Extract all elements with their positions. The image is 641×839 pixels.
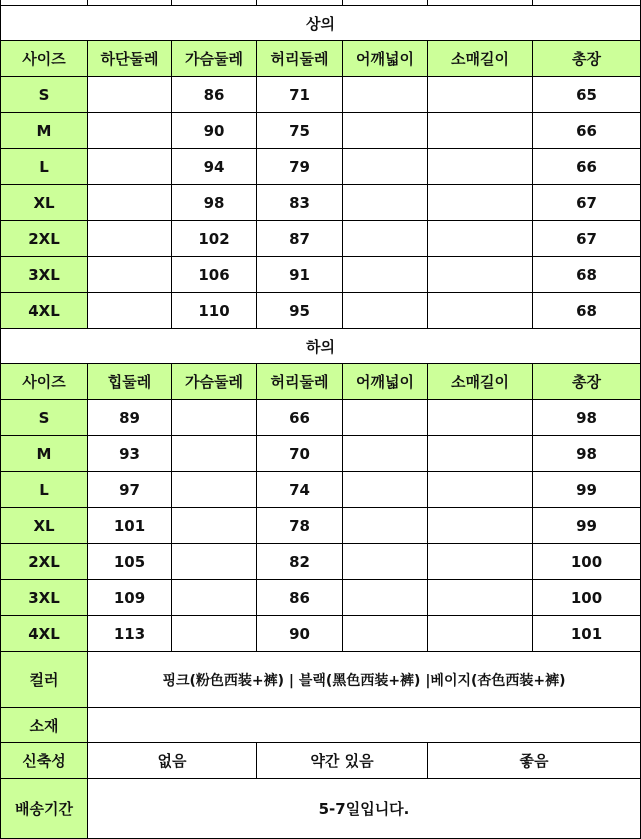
bottom-value-cell: 90 <box>257 616 343 652</box>
bottom-value-cell <box>428 616 533 652</box>
top-value-cell: 67 <box>533 185 641 221</box>
bottom-header-cell: 가슴둘레 <box>172 364 257 400</box>
stretch-row <box>1 743 641 779</box>
top-value-cell <box>88 149 172 185</box>
bottom-value-cell: 97 <box>88 472 172 508</box>
bottom-title-row <box>1 329 641 364</box>
top-value-cell <box>88 293 172 329</box>
top-size-label: M <box>1 113 88 149</box>
table-row <box>1 185 641 221</box>
table-row <box>1 616 641 652</box>
top-value-cell: 66 <box>533 149 641 185</box>
bottom-size-label: 2XL <box>1 544 88 580</box>
top-header-cell: 가슴둘레 <box>172 41 257 77</box>
bottom-value-cell <box>172 400 257 436</box>
top-value-cell: 110 <box>172 293 257 329</box>
stretch-option-none: 없음 <box>88 743 257 779</box>
top-value-cell <box>88 257 172 293</box>
bottom-header-cell: 총장 <box>533 364 641 400</box>
bottom-value-cell <box>343 580 428 616</box>
material-value <box>88 708 641 743</box>
bottom-value-cell <box>172 544 257 580</box>
top-header-row <box>1 41 641 77</box>
top-value-cell <box>343 257 428 293</box>
bottom-value-cell: 105 <box>88 544 172 580</box>
table-row <box>1 400 641 436</box>
top-value-cell <box>428 185 533 221</box>
bottom-value-cell <box>428 580 533 616</box>
table-row <box>1 113 641 149</box>
top-value-cell: 75 <box>257 113 343 149</box>
bottom-value-cell: 101 <box>533 616 641 652</box>
color-row <box>1 652 641 708</box>
top-size-label: 3XL <box>1 257 88 293</box>
table-row <box>1 221 641 257</box>
top-value-cell: 83 <box>257 185 343 221</box>
shipping-label: 배송기간 <box>1 779 88 839</box>
stretch-option-good: 좋음 <box>428 743 641 779</box>
top-value-cell: 90 <box>172 113 257 149</box>
table-row <box>1 293 641 329</box>
bottom-value-cell: 82 <box>257 544 343 580</box>
bottom-value-cell: 99 <box>533 508 641 544</box>
bottom-header-cell: 소매길이 <box>428 364 533 400</box>
color-value: 핑크(粉色西装+裤) | 블랙(黑色西装+裤) |베이지(杏色西装+裤) <box>88 652 641 708</box>
bottom-value-cell: 93 <box>88 436 172 472</box>
bottom-value-cell <box>343 544 428 580</box>
top-header-cell: 허리둘레 <box>257 41 343 77</box>
top-value-cell <box>343 221 428 257</box>
top-size-label: 4XL <box>1 293 88 329</box>
stretch-option-slight: 약간 있음 <box>257 743 428 779</box>
stretch-label: 신축성 <box>1 743 88 779</box>
top-header-cell: 사이즈 <box>1 41 88 77</box>
top-size-label: XL <box>1 185 88 221</box>
bottom-value-cell <box>172 508 257 544</box>
bottom-value-cell: 78 <box>257 508 343 544</box>
top-value-cell: 87 <box>257 221 343 257</box>
bottom-value-cell: 100 <box>533 580 641 616</box>
top-value-cell: 68 <box>533 257 641 293</box>
top-header-cell: 어깨넓이 <box>343 41 428 77</box>
bottom-value-cell <box>343 472 428 508</box>
top-value-cell: 102 <box>172 221 257 257</box>
bottom-title: 하의 <box>1 329 641 364</box>
material-row <box>1 708 641 743</box>
bottom-value-cell <box>172 436 257 472</box>
top-value-cell: 86 <box>172 77 257 113</box>
top-title-row <box>1 6 641 41</box>
bottom-value-cell <box>343 616 428 652</box>
top-value-cell: 71 <box>257 77 343 113</box>
bottom-value-cell: 99 <box>533 472 641 508</box>
shipping-row <box>1 779 641 839</box>
bottom-header-row <box>1 364 641 400</box>
bottom-value-cell: 109 <box>88 580 172 616</box>
table-row <box>1 436 641 472</box>
top-value-cell <box>343 149 428 185</box>
top-value-cell <box>343 185 428 221</box>
top-value-cell: 66 <box>533 113 641 149</box>
top-value-cell <box>428 113 533 149</box>
bottom-value-cell: 74 <box>257 472 343 508</box>
top-value-cell: 67 <box>533 221 641 257</box>
bottom-value-cell: 101 <box>88 508 172 544</box>
bottom-value-cell: 98 <box>533 400 641 436</box>
top-size-label: L <box>1 149 88 185</box>
table-row <box>1 257 641 293</box>
top-header-cell: 총장 <box>533 41 641 77</box>
bottom-value-cell: 89 <box>88 400 172 436</box>
top-value-cell <box>88 113 172 149</box>
top-value-cell <box>428 257 533 293</box>
bottom-value-cell <box>343 508 428 544</box>
top-value-cell <box>428 77 533 113</box>
top-value-cell: 68 <box>533 293 641 329</box>
bottom-value-cell <box>428 436 533 472</box>
bottom-value-cell <box>172 580 257 616</box>
top-value-cell <box>343 113 428 149</box>
top-value-cell: 94 <box>172 149 257 185</box>
bottom-header-cell: 어깨넓이 <box>343 364 428 400</box>
top-value-cell <box>428 293 533 329</box>
top-header-cell: 하단둘레 <box>88 41 172 77</box>
bottom-header-cell: 허리둘레 <box>257 364 343 400</box>
top-value-cell <box>343 77 428 113</box>
top-size-label: S <box>1 77 88 113</box>
bottom-value-cell: 100 <box>533 544 641 580</box>
bottom-size-label: L <box>1 472 88 508</box>
table-row <box>1 472 641 508</box>
top-header-cell: 소매길이 <box>428 41 533 77</box>
bottom-size-label: 4XL <box>1 616 88 652</box>
bottom-value-cell <box>428 508 533 544</box>
top-value-cell <box>88 185 172 221</box>
bottom-size-label: S <box>1 400 88 436</box>
bottom-value-cell: 70 <box>257 436 343 472</box>
table-row <box>1 580 641 616</box>
bottom-header-cell: 힙둘레 <box>88 364 172 400</box>
top-value-cell: 65 <box>533 77 641 113</box>
material-label: 소재 <box>1 708 88 743</box>
bottom-value-cell: 66 <box>257 400 343 436</box>
bottom-size-label: XL <box>1 508 88 544</box>
top-value-cell: 106 <box>172 257 257 293</box>
shipping-value: 5-7일입니다. <box>88 779 641 839</box>
bottom-value-cell <box>428 400 533 436</box>
top-value-cell: 91 <box>257 257 343 293</box>
bottom-value-cell: 86 <box>257 580 343 616</box>
top-value-cell: 95 <box>257 293 343 329</box>
table-row <box>1 508 641 544</box>
bottom-value-cell: 98 <box>533 436 641 472</box>
table-row <box>1 77 641 113</box>
top-value-cell <box>343 293 428 329</box>
top-title: 상의 <box>1 6 641 41</box>
bottom-size-label: 3XL <box>1 580 88 616</box>
top-value-cell <box>88 221 172 257</box>
color-label: 컬러 <box>1 652 88 708</box>
top-value-cell: 79 <box>257 149 343 185</box>
bottom-value-cell: 113 <box>88 616 172 652</box>
table-row <box>1 544 641 580</box>
top-value-cell: 98 <box>172 185 257 221</box>
bottom-header-cell: 사이즈 <box>1 364 88 400</box>
bottom-value-cell <box>172 616 257 652</box>
table-row <box>1 149 641 185</box>
bottom-value-cell <box>172 472 257 508</box>
bottom-size-label: M <box>1 436 88 472</box>
size-chart-body <box>1 0 641 839</box>
bottom-value-cell <box>343 400 428 436</box>
top-value-cell <box>428 149 533 185</box>
bottom-value-cell <box>428 544 533 580</box>
bottom-value-cell <box>343 436 428 472</box>
top-value-cell <box>428 221 533 257</box>
top-value-cell <box>88 77 172 113</box>
bottom-value-cell <box>428 472 533 508</box>
top-size-label: 2XL <box>1 221 88 257</box>
